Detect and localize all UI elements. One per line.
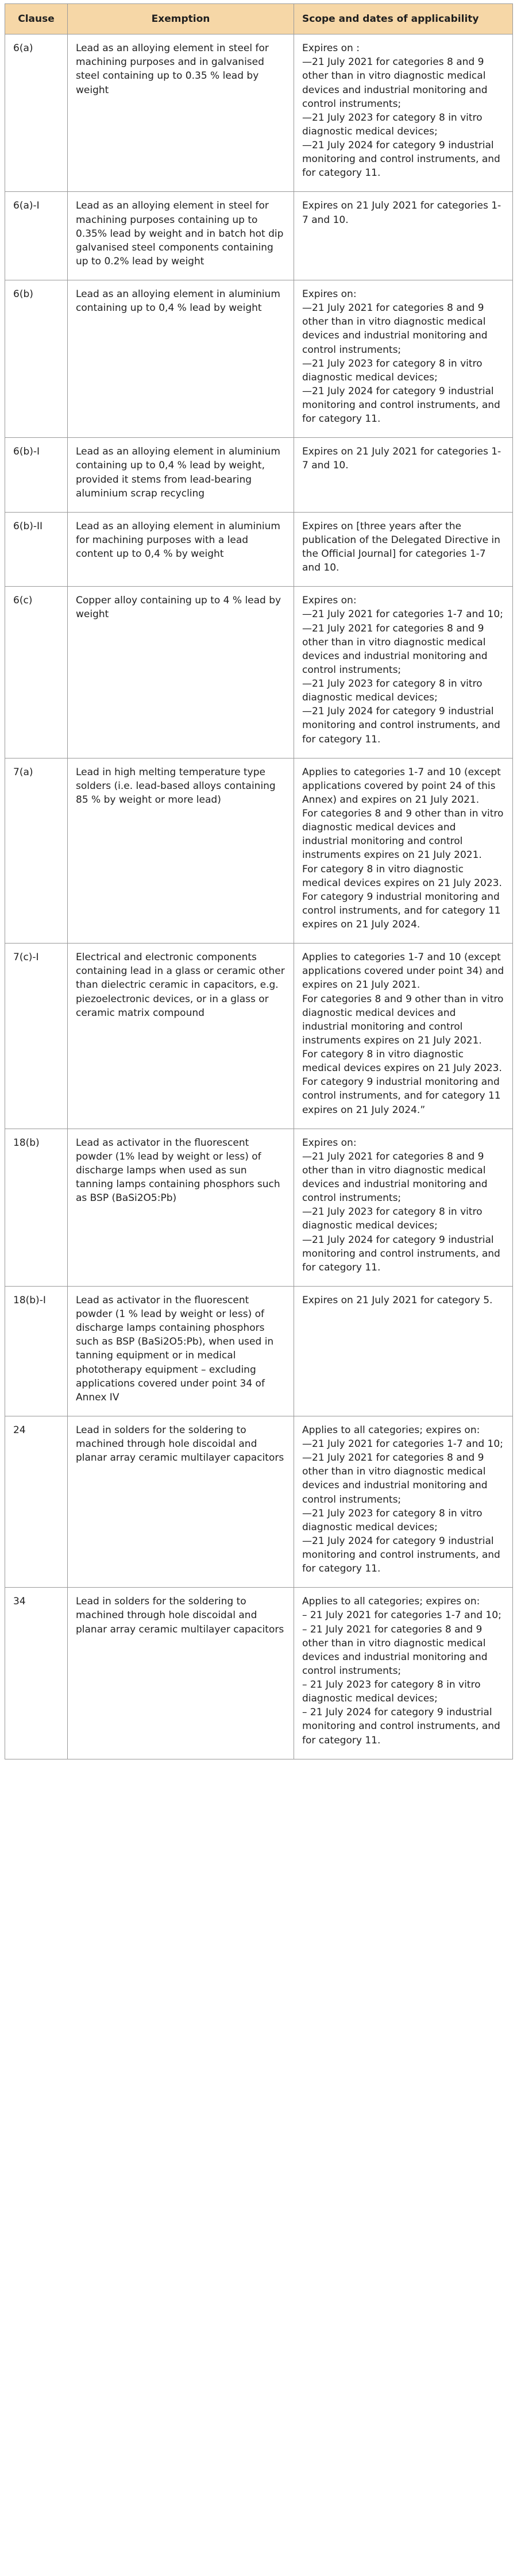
scope-line: Applies to categories 1-7 and 10 (except applications covered by point 24 of this Annex) and expires on 21 July 2021. bbox=[302, 766, 501, 806]
scope-cell bbox=[294, 944, 513, 1129]
exemption-cell: Lead as activator in the fluorescent powder (1 % lead by weight or less) of discharge lamps containing phosphors such as BSP (BaSi2O5:Pb), when used in tanning equipment or in medical phototherapy equipment – excluding applications covered under point 34 of Annex IV bbox=[68, 1286, 294, 1416]
scope-line: – 21 July 2023 for category 8 in vitro diagnostic medical devices; bbox=[302, 1679, 481, 1705]
scope-cell bbox=[294, 512, 513, 587]
exemption-cell: Lead as activator in the fluorescent powder (1% lead by weight or less) of discharge lamps when used as sun tanning lamps containing phosphors such as BSP (BaSi2O5:Pb) bbox=[68, 1129, 294, 1286]
scope-line: For category 8 in vitro diagnostic medical devices expires on 21 July 2023. bbox=[302, 863, 502, 889]
scope-line: For category 9 industrial monitoring and control instruments, and for category 11 expires on 21 July 2024.” bbox=[302, 1076, 501, 1116]
clause-cell: 6(b) bbox=[5, 280, 68, 438]
scope-line: For category 9 industrial monitoring and control instruments, and for category 11 expires on 21 July 2024. bbox=[302, 891, 501, 930]
scope-cell bbox=[294, 280, 513, 438]
scope-line: —21 July 2024 for category 9 industrial monitoring and control instruments, and for category 11. bbox=[302, 706, 500, 745]
scope-cell bbox=[294, 1416, 513, 1587]
scope-line: —21 July 2024 for category 9 industrial monitoring and control instruments, and for category 11. bbox=[302, 140, 500, 179]
scope-cell bbox=[294, 1129, 513, 1286]
clause-cell: 6(a) bbox=[5, 34, 68, 192]
table-row bbox=[5, 1588, 513, 1759]
exemption-cell: Lead as an alloying element in steel for machining purposes and in galvanised steel containing up to 0.35 % lead by weight bbox=[68, 34, 294, 192]
table-row bbox=[5, 1286, 513, 1416]
scope-line: Expires on 21 July 2021 for categories 1-7 and 10. bbox=[302, 446, 501, 472]
scope-cell bbox=[294, 192, 513, 280]
scope-line: —21 July 2021 for categories 1-7 and 10; bbox=[302, 609, 503, 621]
scope-cell bbox=[294, 34, 513, 192]
table-row bbox=[5, 587, 513, 758]
scope-line: Expires on [three years after the publication of the Delegated Directive in the Official Journal] for categories 1-7 and 10. bbox=[302, 520, 500, 574]
table-row bbox=[5, 192, 513, 280]
scope-line: – 21 July 2021 for categories 1-7 and 10; bbox=[302, 1609, 501, 1622]
table-row bbox=[5, 758, 513, 944]
scope-line: Applies to all categories; expires on: bbox=[302, 1596, 480, 1608]
table-header bbox=[5, 4, 513, 34]
scope-line: Expires on: bbox=[302, 288, 357, 300]
clause-cell: 24 bbox=[5, 1416, 68, 1587]
header-row bbox=[5, 4, 513, 34]
exemption-cell: Lead in high melting temperature type solders (i.e. lead-based alloys containing 85 % by weight or more lead) bbox=[68, 758, 294, 944]
scope-line: —21 July 2023 for category 8 in vitro diagnostic medical devices; bbox=[302, 111, 483, 137]
scope-line: Expires on 21 July 2021 for categories 1-7 and 10. bbox=[302, 200, 501, 226]
scope-line: —21 July 2021 for categories 8 and 9 other than in vitro diagnostic medical devices and industrial monitoring and control instruments; bbox=[302, 302, 488, 356]
scope-line: —21 July 2021 for categories 8 and 9 other than in vitro diagnostic medical devices and industrial monitoring and control instruments; bbox=[302, 1452, 488, 1505]
exemption-cell: Copper alloy containing up to 4 % lead by weight bbox=[68, 587, 294, 758]
clause-cell: 6(b)-I bbox=[5, 438, 68, 513]
scope-line: – 21 July 2021 for categories 8 and 9 other than in vitro diagnostic medical devices and industrial monitoring and control instruments; bbox=[302, 1623, 488, 1677]
scope-line: —21 July 2024 for category 9 industrial monitoring and control instruments, and for category 11. bbox=[302, 1535, 500, 1575]
scope-line: Expires on: bbox=[302, 595, 357, 607]
scope-line: —21 July 2023 for category 8 in vitro diagnostic medical devices; bbox=[302, 1507, 483, 1533]
scope-line: —21 July 2023 for category 8 in vitro diagnostic medical devices; bbox=[302, 678, 483, 704]
clause-cell: 18(b) bbox=[5, 1129, 68, 1286]
exemption-cell: Lead as an alloying element in steel for machining purposes containing up to 0.35% lead by weight and in batch hot dip galvanised steel components containing up to 0.2% lead by weight bbox=[68, 192, 294, 280]
scope-cell bbox=[294, 758, 513, 944]
scope-line: Applies to all categories; expires on: bbox=[302, 1424, 480, 1436]
scope-cell bbox=[294, 1286, 513, 1416]
header-clause: Clause bbox=[5, 4, 68, 34]
clause-cell: 6(a)-I bbox=[5, 192, 68, 280]
scope-line: —21 July 2021 for categories 8 and 9 other than in vitro diagnostic medical devices and industrial monitoring and control instruments; bbox=[302, 56, 488, 110]
table-body bbox=[5, 34, 513, 1759]
exemption-cell: Lead in solders for the soldering to machined through hole discoidal and planar array ceramic multilayer capacitors bbox=[68, 1588, 294, 1759]
scope-line: —21 July 2021 for categories 8 and 9 other than in vitro diagnostic medical devices and industrial monitoring and control instruments; bbox=[302, 1150, 488, 1204]
scope-line: For categories 8 and 9 other than in vitro diagnostic medical devices and industrial monitoring and control instruments expires on 21 July 2021. bbox=[302, 808, 504, 861]
scope-line: —21 July 2021 for categories 8 and 9 other than in vitro diagnostic medical devices and industrial monitoring and control instruments; bbox=[302, 622, 488, 676]
scope-line: —21 July 2024 for category 9 industrial monitoring and control instruments, and for category 11. bbox=[302, 1234, 500, 1273]
clause-cell: 34 bbox=[5, 1588, 68, 1759]
scope-cell bbox=[294, 438, 513, 513]
scope-cell bbox=[294, 587, 513, 758]
scope-line: Expires on: bbox=[302, 1137, 357, 1149]
header-exemption: Exemption bbox=[68, 4, 294, 34]
exemption-cell: Lead in solders for the soldering to machined through hole discoidal and planar array ceramic multilayer capacitors bbox=[68, 1416, 294, 1587]
scope-line: —21 July 2023 for category 8 in vitro diagnostic medical devices; bbox=[302, 357, 483, 383]
scope-line: For categories 8 and 9 other than in vitro diagnostic medical devices and industrial monitoring and control instruments expires on 21 July 2021. bbox=[302, 993, 504, 1046]
scope-line: Expires on : bbox=[302, 43, 360, 55]
exemption-cell: Lead as an alloying element in aluminium containing up to 0,4 % lead by weight bbox=[68, 280, 294, 438]
exemption-cell: Lead as an alloying element in aluminium for machining purposes with a lead content up to 0,4 % by weight bbox=[68, 512, 294, 587]
table-row bbox=[5, 438, 513, 513]
clause-cell: 6(b)-II bbox=[5, 512, 68, 587]
scope-line: Applies to categories 1-7 and 10 (except applications covered under point 34) and expires on 21 July 2021. bbox=[302, 952, 504, 991]
exemption-cell: Lead as an alloying element in aluminium containing up to 0,4 % lead by weight, provided it stems from lead-bearing aluminium scrap recycling bbox=[68, 438, 294, 513]
scope-line: Expires on 21 July 2021 for category 5. bbox=[302, 1294, 493, 1306]
scope-cell bbox=[294, 1588, 513, 1759]
table-row bbox=[5, 280, 513, 438]
clause-cell: 18(b)-I bbox=[5, 1286, 68, 1416]
table-row bbox=[5, 1129, 513, 1286]
scope-line: —21 July 2023 for category 8 in vitro diagnostic medical devices; bbox=[302, 1206, 483, 1232]
table-row bbox=[5, 34, 513, 192]
clause-cell: 7(a) bbox=[5, 758, 68, 944]
clause-cell: 6(c) bbox=[5, 587, 68, 758]
exemption-cell: Electrical and electronic components containing lead in a glass or ceramic other than dielectric ceramic in capacitors, e.g. piezoelectronic devices, or in a glass or ceramic matrix compound bbox=[68, 944, 294, 1129]
scope-line: —21 July 2024 for category 9 industrial monitoring and control instruments, and for category 11. bbox=[302, 385, 500, 425]
scope-line: —21 July 2021 for categories 1-7 and 10; bbox=[302, 1438, 503, 1450]
table-row bbox=[5, 944, 513, 1129]
exemptions-table bbox=[5, 3, 513, 1759]
header-scope: Scope and dates of applicability bbox=[294, 4, 513, 34]
table-row bbox=[5, 1416, 513, 1587]
table-row bbox=[5, 512, 513, 587]
scope-line: For category 8 in vitro diagnostic medical devices expires on 21 July 2023. bbox=[302, 1049, 502, 1075]
clause-cell: 7(c)-I bbox=[5, 944, 68, 1129]
scope-line: – 21 July 2024 for category 9 industrial monitoring and control instruments, and for category 11. bbox=[302, 1707, 500, 1746]
